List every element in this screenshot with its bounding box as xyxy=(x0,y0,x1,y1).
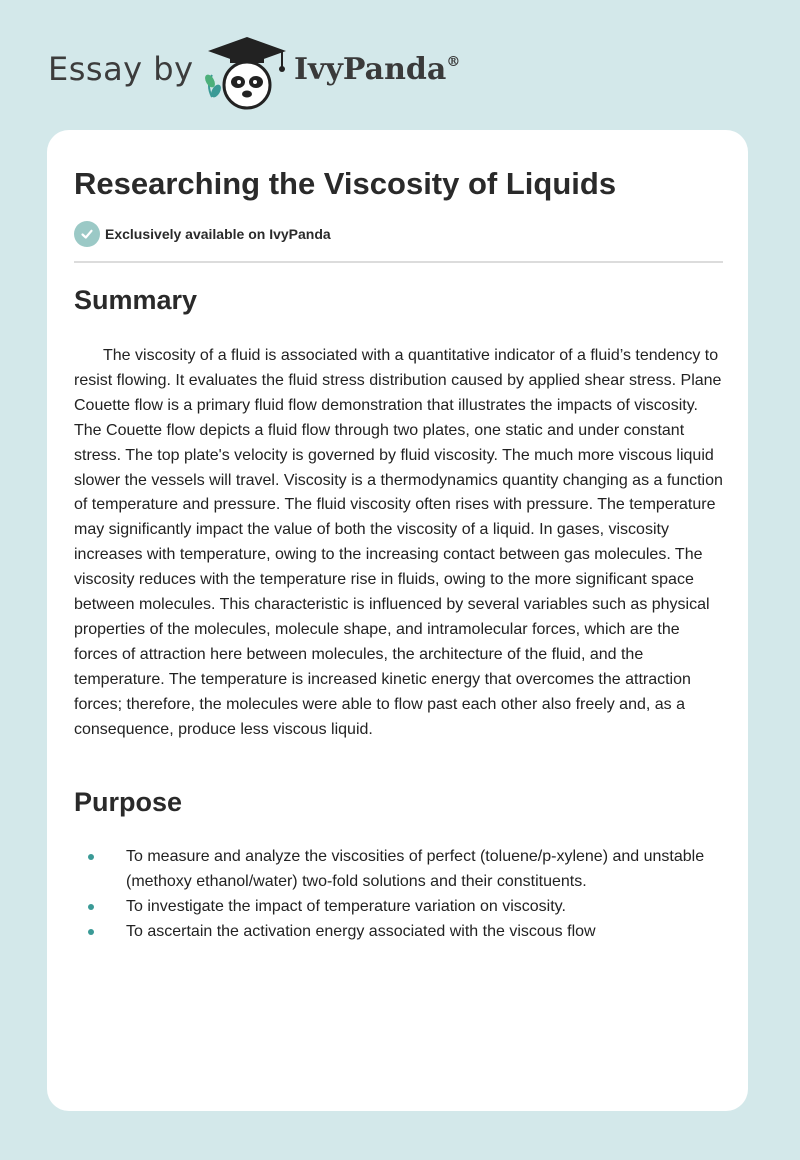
panda-graduate-icon xyxy=(202,35,292,111)
registered-mark: ® xyxy=(446,54,461,70)
summary-heading: Summary xyxy=(74,285,198,315)
essay-card xyxy=(47,130,748,1111)
brand-name xyxy=(294,52,460,87)
list-item-text: To ascertain the activation energy associated with the viscous flow xyxy=(126,923,596,940)
brand-header xyxy=(48,30,508,120)
exclusive-badge xyxy=(74,221,331,247)
brand-prefix: Essay by xyxy=(48,50,194,88)
purpose-heading: Purpose xyxy=(74,787,183,817)
brand-name-text: IvyPanda xyxy=(294,52,447,87)
list-item xyxy=(74,844,724,894)
bullet-icon xyxy=(88,854,94,860)
bullet-icon xyxy=(88,904,94,910)
purpose-list xyxy=(74,844,724,944)
list-item xyxy=(74,919,724,944)
summary-paragraph: The viscosity of a fluid is associated with a quantitative indicator of a fluid’s tendency to resist flowing. It evaluates the fluid stress distribution caused by applied shear stress. Plane Couette flow is a primary fluid flow demonstration that illustrates the impacts of viscosity. The Couette flow depicts a fluid flow through two plates, one static and under constant stress. The top plate's velocity is governed by fluid viscosity. The much more viscous liquid slower the vessels will travel. Viscosity is a thermodynamics quantity changing as a function of temperature and pressure. The fluid viscosity often rises with pressure. The temperature may significantly impact the value of both the viscosity of a liquid. In gases, viscosity increases with temperature, owing to the increasing contact between gas molecules. The viscosity reduces with the temperature rise in fluids, owing to the more significant space between molecules. This characteristic is influenced by several variables such as physical properties of the molecules, molecule shape, and intramolecular forces, which are the forces of attraction here between molecules, the architecture of the fluid, and the temperature. The temperature is increased kinetic energy that overcomes the attraction forces; therefore, the molecules were able to flow past each other also freely and, as a consequence, produce less viscous liquid. xyxy=(74,347,723,738)
list-item xyxy=(74,894,724,919)
bullet-icon xyxy=(88,929,94,935)
check-circle-icon xyxy=(74,221,100,247)
page-title: Researching the Viscosity of Liquids xyxy=(74,166,617,201)
title-divider xyxy=(74,261,723,263)
list-item-text: To measure and analyze the viscosities of perfect (toluene/p-xylene) and unstable (methoxy ethanol/water) two-fold solutions and their constituents. xyxy=(126,848,705,890)
list-item-text: To investigate the impact of temperature variation on viscosity. xyxy=(126,898,566,915)
badge-label: Exclusively available on IvyPanda xyxy=(105,226,331,242)
